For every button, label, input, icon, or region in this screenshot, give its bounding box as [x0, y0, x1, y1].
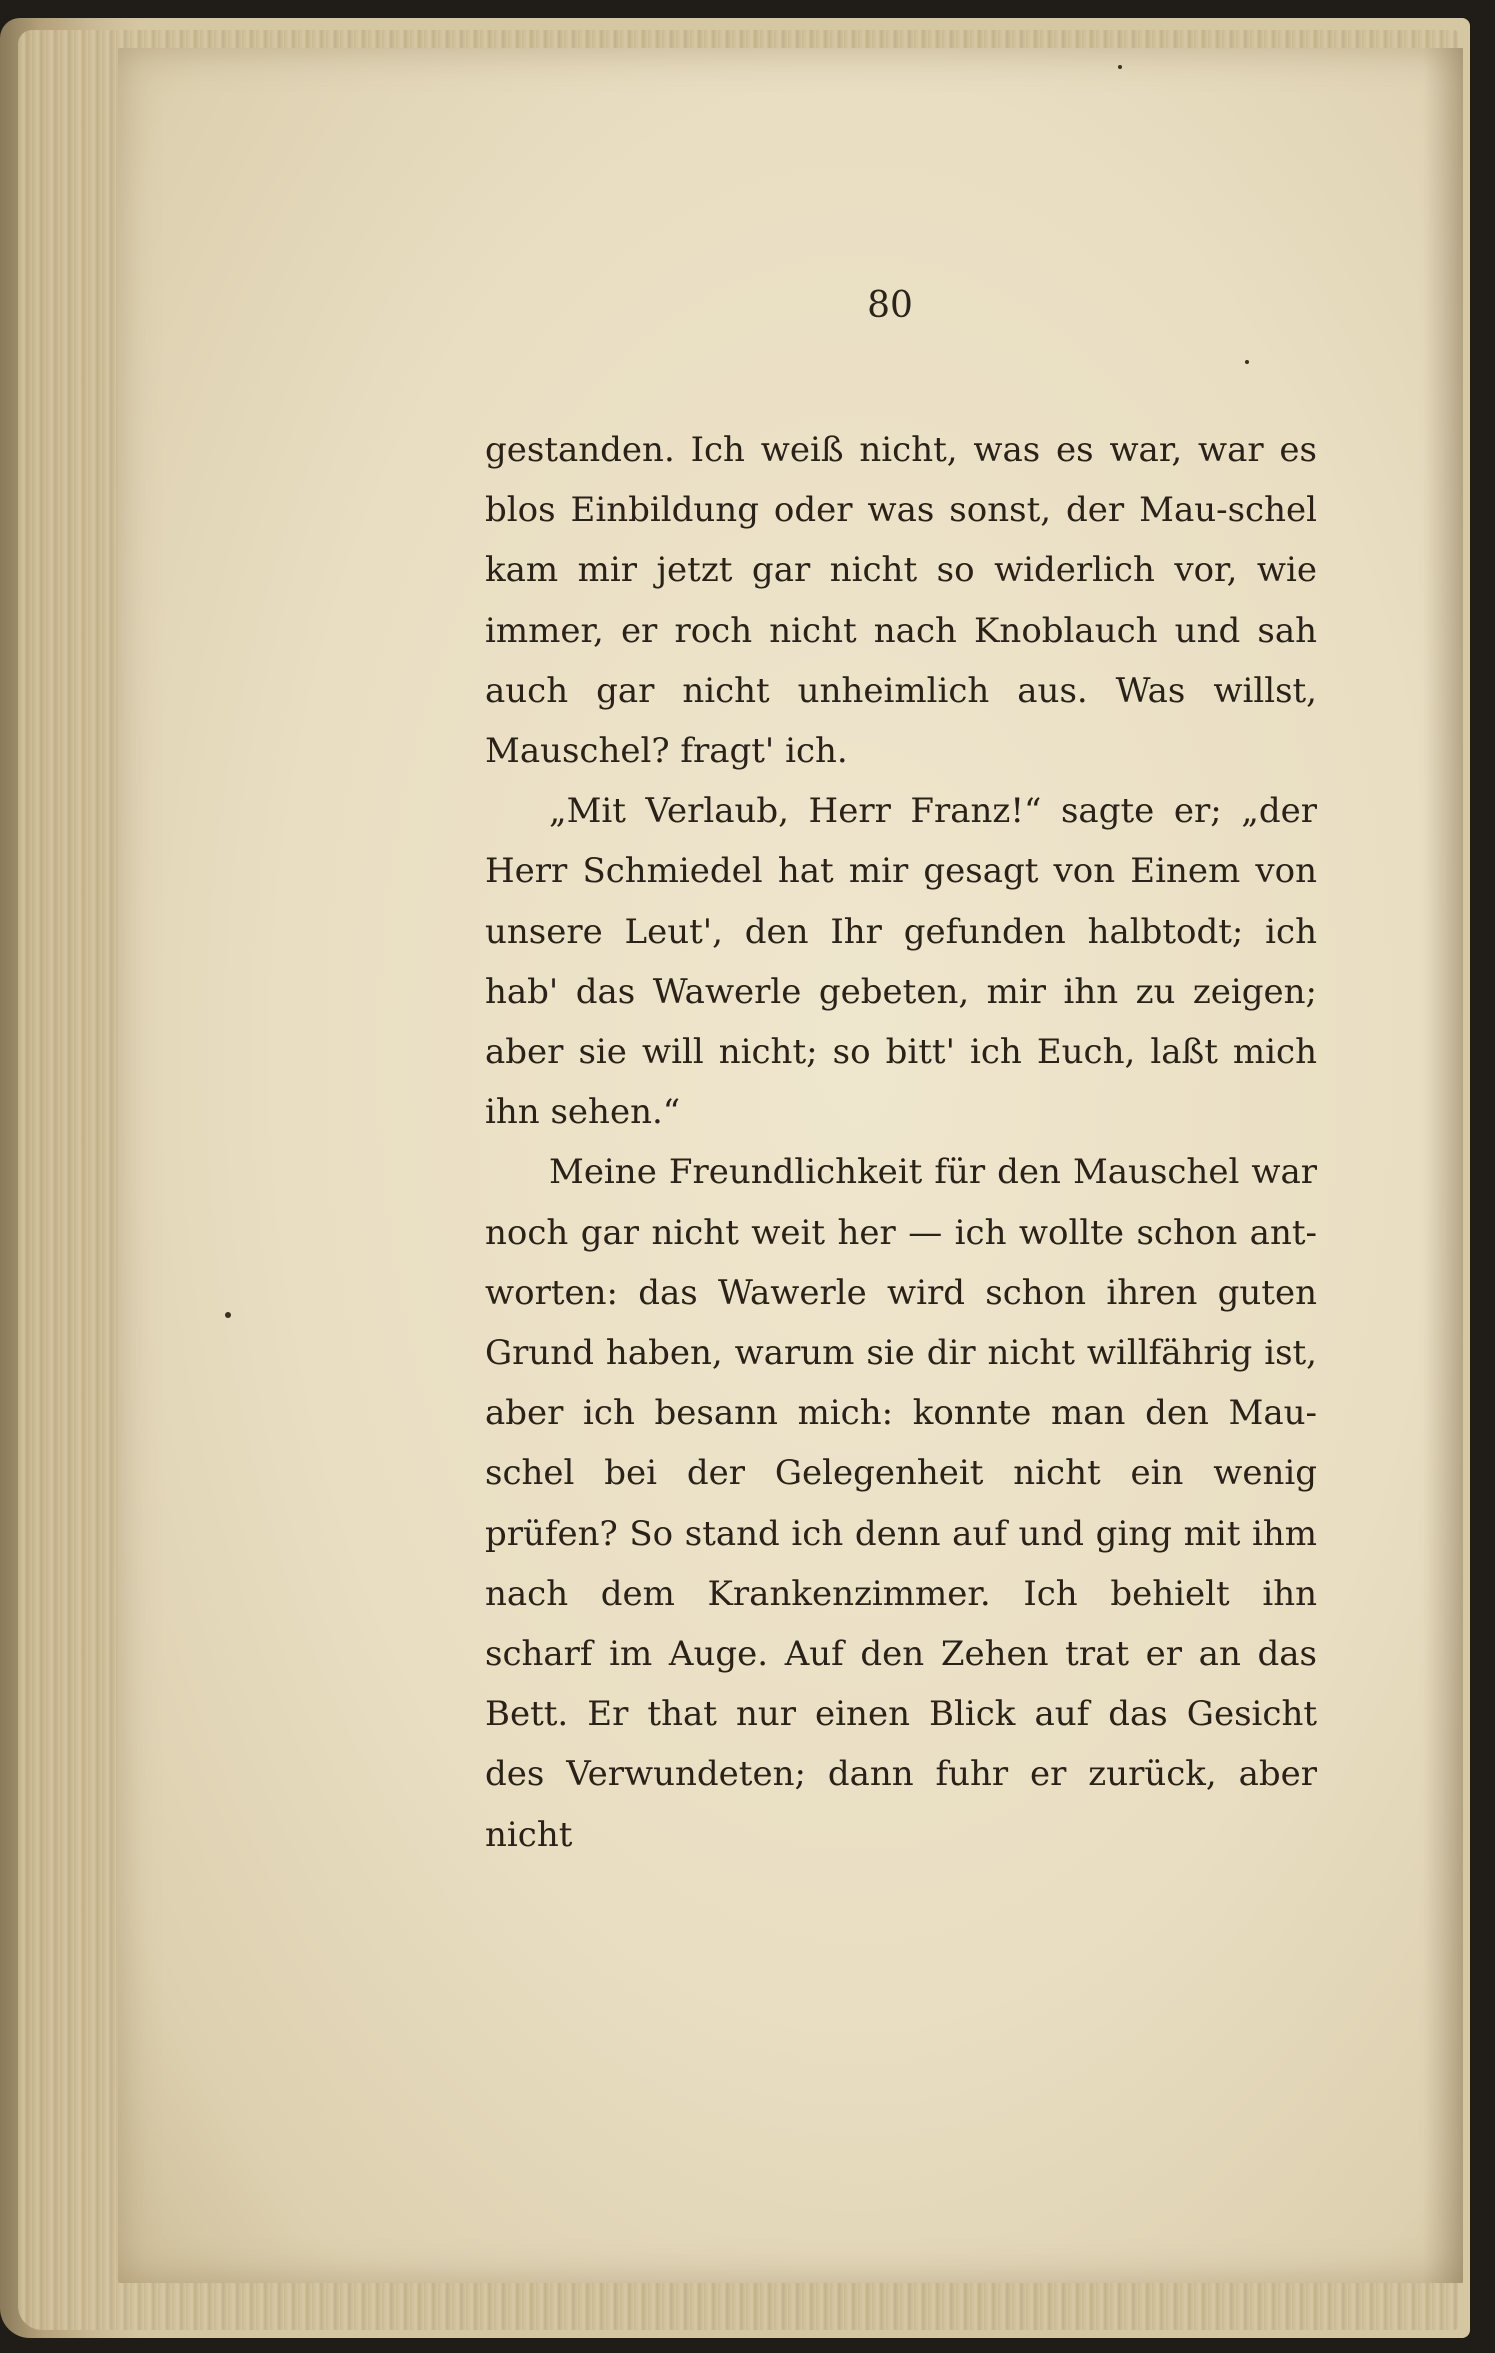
paragraph-2: „Mit Verlaub, Herr Franz!“ sagte er; „der Herr Schmiedel hat mir gesagt von Einem von unsere Leut', den Ihr gefunden halbtodt; ich hab' das Wawerle gebeten, mir ihn zu zeigen; aber sie will nicht; so bitt' ich Euch, laßt mich ihn sehen.“: [485, 791, 1317, 1133]
paper-speck: [1118, 65, 1122, 69]
paper-speck: [1245, 360, 1249, 364]
page-number: 80: [867, 285, 913, 326]
paragraph-3: Meine Freundlichkeit für den Mauschel war noch gar nicht weit her — ich wollte schon ant-worten: das Wawerle wird schon ihren guten Grund haben, warum sie dir nicht willfährig ist, aber ich besann mich: konnte man den Mau-schel bei der Gelegenheit nicht ein wenig prüfen? So stand ich denn auf und ging mit ihm nach dem Krankenzimmer. Ich behielt ihn scharf im Auge. Auf den Zehen trat er an das Bett. Er that nur einen Blick auf das Gesicht des Verwundeten; dann fuhr er zurück, aber nicht: [485, 1152, 1317, 1855]
paper-speck: [225, 1312, 231, 1318]
body-text: [485, 420, 1317, 1865]
paragraph-1: gestanden. Ich weiß nicht, was es war, war es blos Einbildung oder was sonst, der Mau-schel kam mir jetzt gar nicht so widerlich vor, wie immer, er roch nicht nach Knoblauch und sah auch gar nicht unheimlich aus. Was willst, Mauschel? fragt' ich.: [485, 430, 1317, 772]
page-gutter: [1423, 48, 1463, 2283]
